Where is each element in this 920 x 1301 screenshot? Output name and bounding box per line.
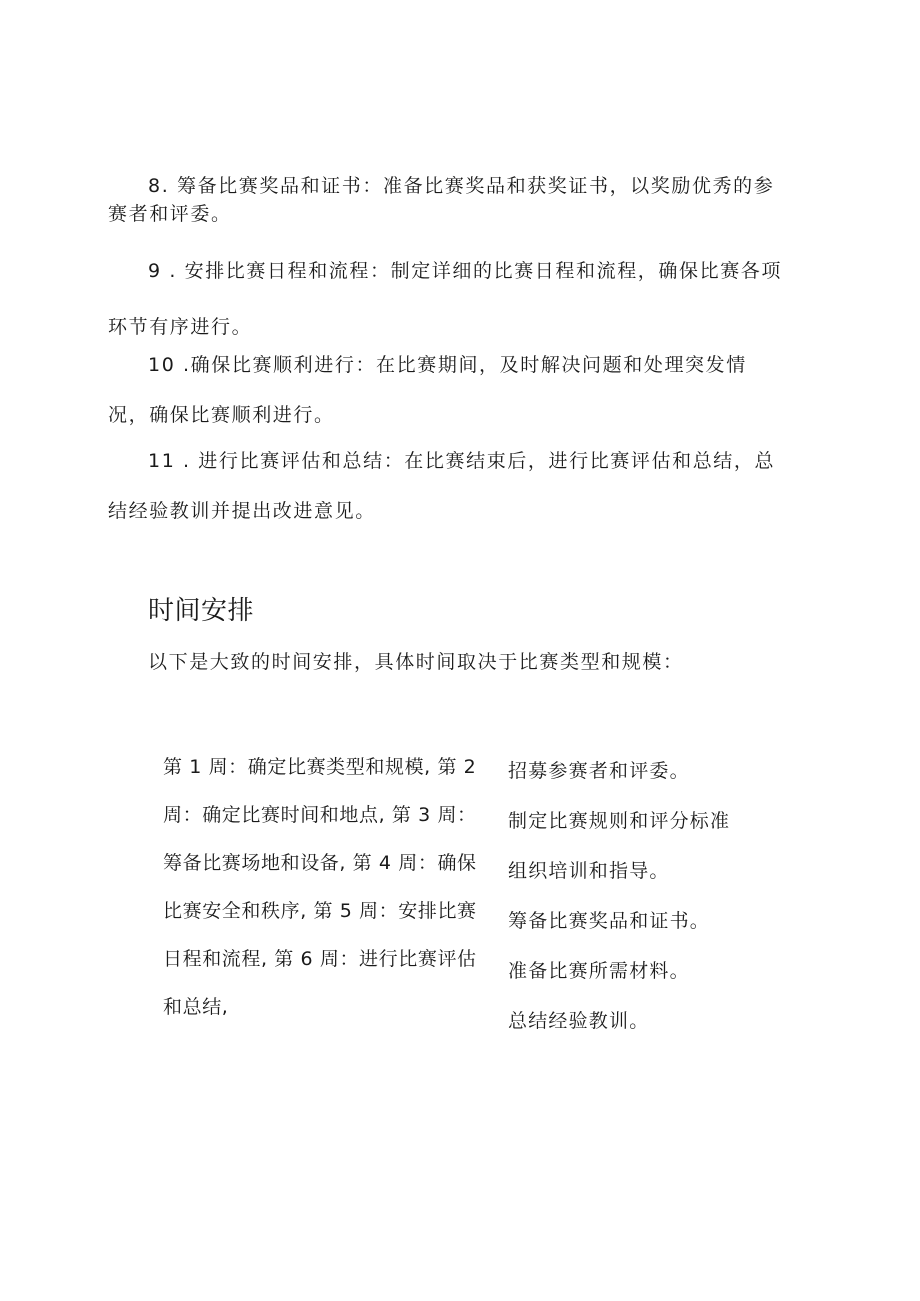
schedule-left-line: 日程和流程, 第 6 周：进行比赛评估 <box>163 948 477 970</box>
section-heading: 时间安排 <box>148 596 255 626</box>
list-item-text-continued: 赛者和评委。 <box>108 203 232 225</box>
list-item-text: 10 .确保比赛顺利进行：在比赛期间，及时解决问题和处理突发情 <box>148 354 747 376</box>
schedule-right-line: 筹备比赛奖品和证书。 <box>508 910 711 932</box>
schedule-right-line: 招募参赛者和评委。 <box>508 760 690 782</box>
list-item-9 <box>108 243 808 355</box>
list-item-text: 11 . 进行比赛评估和总结：在比赛结束后，进行比赛评估和总结，总 <box>148 450 776 472</box>
schedule-left-line: 筹备比赛场地和设备, 第 4 周：确保 <box>163 852 477 874</box>
schedule-left-column <box>163 743 503 1031</box>
schedule-left-line: 和总结, <box>163 996 229 1018</box>
schedule-left-line: 周：确定比赛时间和地点, 第 3 周： <box>163 804 477 826</box>
schedule-left-line: 第 1 周：确定比赛类型和规模, 第 2 <box>163 756 477 778</box>
schedule-left-line: 比赛安全和秩序, 第 5 周：安排比赛 <box>163 900 477 922</box>
schedule-right-line: 准备比赛所需材料。 <box>508 960 690 982</box>
schedule-right-line: 总结经验教训。 <box>508 1010 650 1032</box>
list-item-text: 8. 筹备比赛奖品和证书：准备比赛奖品和获奖证书，以奖励优秀的参 <box>148 175 775 197</box>
list-item-10 <box>108 340 808 440</box>
schedule-right-line: 制定比赛规则和评分标准 <box>508 810 731 832</box>
schedule-right-column <box>508 746 808 1046</box>
list-item-11 <box>108 436 808 536</box>
schedule-right-line: 组织培训和指导。 <box>508 860 670 882</box>
list-item-text: 9 . 安排比赛日程和流程：制定详细的比赛日程和流程，确保比赛各项 <box>148 260 783 282</box>
list-item-8 <box>108 172 808 228</box>
list-item-text-continued: 环节有序进行。 <box>108 316 253 338</box>
section-intro: 以下是大致的时间安排，具体时间取决于比赛类型和规模： <box>148 651 684 673</box>
list-item-text-continued: 况，确保比赛顺利进行。 <box>108 404 335 426</box>
list-item-text-continued: 结经验教训并提出改进意见。 <box>108 500 376 522</box>
